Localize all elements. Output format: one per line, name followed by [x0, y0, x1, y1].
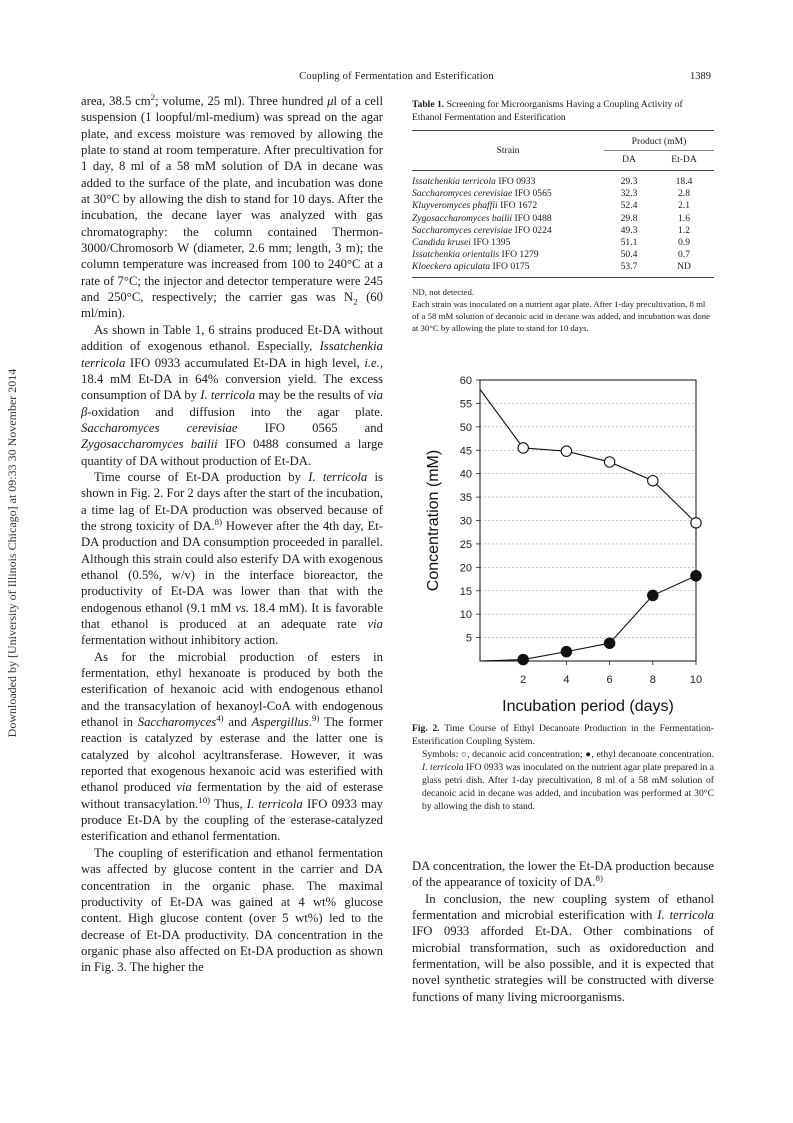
y-tick-label: 30: [459, 515, 472, 528]
y-tick-label: 15: [459, 585, 472, 598]
y-tick-label: 25: [459, 538, 472, 551]
strain-name: Candida krusei: [412, 236, 471, 248]
etda-cell: 1.2: [678, 224, 690, 236]
ethyl-decanoate-point: [648, 590, 658, 600]
x-tick-label: 4: [563, 674, 570, 686]
time-course-chart: [412, 368, 712, 718]
ethyl-decanoate-point: [604, 638, 614, 648]
strain-ifo: IFO 0175: [490, 261, 530, 273]
table-notes: [412, 286, 714, 334]
table-row: [412, 224, 714, 236]
strain-ifo: IFO 0565: [512, 188, 552, 200]
right-column-paragraph: DA concentration, the lower the Et-DA production because of the appearance of toxicity of DA.$^{8)}$: [412, 859, 714, 890]
decanoic-acid-point: [518, 443, 528, 453]
ethyl-decanoate-point: [561, 646, 571, 656]
decanoic-acid-point: [561, 446, 571, 456]
etda-cell: 2.1: [678, 200, 690, 212]
da-cell: 32.3: [620, 188, 638, 200]
strain-ifo: IFO 1672: [497, 200, 538, 212]
y-tick-label: 20: [459, 562, 472, 575]
strain-cell: [412, 249, 604, 261]
etda-cell: 18.4: [654, 171, 714, 188]
strain-name: Kloeckera apiculata: [412, 261, 491, 273]
x-axis-label: Incubation period (days): [502, 698, 674, 715]
table-row: [412, 200, 714, 212]
table-row: [412, 249, 714, 261]
left-column-paragraph: area, 38.5 $cm^2$; volume, 25 ml). Three hundred μl of a cell suspension (1 loopful/ml-medium) was spread on the agar plate, and excess moisture was removed by allowing the plate to stand at room temperature. After precultivation for 1 day, 8 ml of a 58 mM solution of DA in decane was added to the surface of the plate, and incubation was done at 30°C by allowing the dish to stand for 10 days. After the incubation, the decane layer was analyzed with gas chromatography: the column contained Thermon-3000/Chromosorb W (diameter, 2.6 mm; length, 3 m); the column temperature was increased from 100 to 240°C at a rate of 7°C; the injector and detector temperature were 245 and 250°C, respectively; the carrier gas was $N_2$ (60 ml/min).: [81, 91, 383, 321]
y-tick-label: 35: [459, 492, 472, 505]
strain-ifo: IFO 0488: [512, 212, 552, 224]
ethyl-decanoate-line: [480, 576, 696, 661]
screening-table: [412, 130, 714, 278]
strain-name: Issatchenkia terricola: [412, 176, 496, 187]
figure-caption-title: [412, 722, 714, 748]
download-stamp: Downloaded by [University of Illinois Chicago] at 09:33 30 November 2014: [5, 368, 19, 738]
da-cell: 51.1: [620, 236, 638, 248]
y-axis-label: Concentration (mM): [425, 449, 442, 592]
strain-cell: [412, 188, 604, 200]
strain-ifo: IFO 0224: [512, 224, 552, 236]
table-caption: [412, 98, 714, 124]
table-caption-text: Screening for Microorganisms Having a Coupling Activity of Ethanol Fermentation and Esterification: [412, 99, 683, 123]
strain-ifo: IFO 0933: [495, 176, 536, 187]
right-column-paragraph: In conclusion, the new coupling system of ethanol fermentation and microbial esterification with I. terricola IFO 0933 afforded Et-DA. Other combinations of microbial transformation, such as oxidoreduction and fermentation, will be also possible, and it is expected that novel synthetic strategies will be constructed with diverse functions of many living microorganisms.: [412, 891, 714, 1004]
x-tick-label: 2: [520, 674, 527, 686]
da-cell: 53.7: [604, 261, 654, 278]
running-head: Coupling of Fermentation and Esterification: [299, 71, 494, 82]
etda-cell: ND: [654, 261, 714, 278]
left-column-paragraph: Time course of Et-DA production by I. terricola is shown in Fig. 2. For 2 days after the start of the incubation, a time lag of Et-DA production was observed because of the strong toxicity of DA.$^{8)}$ However after the 4th day, Et-DA production and DA consumption proceeded in parallel. Although this strain could also esterify DA with exogenous ethanol (0.5%, w/v) in the interface bioreactor, the productivity of Et-DA was lower than that with the endogenous ethanol (9.1 mM vs. 18.4 mM). It is favorable that ethanol is produced at an adequate rate via fermentation without inhibitory action.: [81, 469, 383, 648]
strain-ifo: IFO 1395: [470, 236, 511, 248]
strain-name: Kluyveromyces phaffii: [412, 200, 498, 212]
table-row: [412, 261, 714, 278]
left-column-paragraph: The coupling of esterification and ethanol fermentation was affected by glucose content in the carrier and DA concentration in the organic phase. The maximal productivity of Et-DA was gained at 4 wt% glucose content. High glucose content (over 5 wt%) led to the decrease of Et-DA productivity. DA concentration in the organic phase also affected on Et-DA production as shown in Fig. 3. The higher the: [81, 845, 383, 975]
x-tick-label: 10: [689, 674, 703, 686]
table-1: [412, 98, 714, 334]
header-product: Product (mM): [604, 131, 714, 151]
strain-cell: [412, 171, 604, 188]
decanoic-acid-point: [691, 518, 701, 528]
da-cell: 29.3: [604, 171, 654, 188]
strain-name: Issatchenkia orientalis: [412, 249, 500, 261]
strain-cell: [412, 200, 604, 212]
header-da: DA: [604, 151, 654, 171]
table-row: [412, 236, 714, 248]
decanoic-acid-point: [648, 475, 658, 485]
figure-label: Fig. 2.: [412, 723, 440, 734]
y-tick-label: 60: [459, 375, 472, 387]
table-row: [412, 188, 714, 200]
etda-cell: 0.7: [678, 249, 690, 261]
figure-caption: [412, 722, 714, 813]
da-cell: 50.4: [620, 249, 638, 261]
strain-name: Zygosaccharomyces bailii: [412, 212, 513, 224]
y-tick-label: 55: [459, 398, 472, 411]
page-number: 1389: [690, 71, 711, 82]
strain-cell: [412, 236, 604, 248]
etda-cell: 2.8: [678, 188, 690, 200]
da-cell: 29.8: [620, 212, 638, 224]
left-column-paragraph: As for the microbial production of esters in fermentation, ethyl hexanoate is produced by both the esterification of hexanoic acid with endogenous ethanol and the transacylation of hexanoyl-CoA with endogenous ethanol in Saccharomyces$^{4)}$ and Aspergillus.$^{9)}$ The former reaction is catalyzed by esterase and the latter one is catalyzed by alcohol acyltransferase. However, it was reported that exogenous hexanoic acid was esterified with ethanol produced via fermentation by the aid of esterase without transacylation.$^{10)}$ Thus, I. terricola IFO 0933 may produce Et-DA by the coupling of the esterase-catalyzed esterification and ethanol fermentation.: [81, 649, 383, 844]
da-cell: 49.3: [620, 224, 638, 236]
table-note-nd: ND, not detected.: [412, 287, 475, 298]
figure-2: [412, 368, 712, 718]
figure-symbols: Symbols: ○, decanoic acid concentration; ●, ethyl decanoate concentration. I. terricola IFO 0933 was inoculated on the nutrient agar plate prepared in a glass petri dish. After 1-day precultivation, 8 ml of a 58 mM solution of decanoic acid in decane was added, and incubation was performed at 30°C by allowing the dish to stand.: [422, 749, 714, 812]
y-tick-label: 40: [459, 468, 472, 481]
strain-cell: [412, 212, 604, 224]
header-etda: Et-DA: [654, 151, 714, 171]
etda-cell: 0.9: [678, 236, 690, 248]
ethyl-decanoate-point: [691, 571, 701, 581]
decanoic-acid-line: [480, 389, 696, 522]
strain-ifo: IFO 1279: [499, 249, 539, 261]
da-cell: 52.4: [620, 200, 638, 212]
table-note-method: Each strain was inoculated on a nutrient agar plate. After 1-day precultivation, 8 ml of a 58 mM solution of decanoic acid in decane was added, and incubation was done at 30°C by allowing the plate to stand for 10 days.: [412, 299, 711, 334]
y-tick-label: 45: [459, 445, 472, 458]
etda-cell: 1.6: [678, 212, 690, 224]
table-label: Table 1.: [412, 99, 445, 110]
x-tick-label: 6: [606, 674, 613, 686]
left-column-paragraph: As shown in Table 1, 6 strains produced Et-DA without addition of exogenous ethanol. Especially, Issatchenkia terricola IFO 0933 accumulated Et-DA in high level, i.e., 18.4 mM Et-DA in 64% conversion yield. The excess consumption of DA by I. terricola may be the results of via β-oxidation and diffusion into the agar plate. Saccharomyces cerevisiae IFO 0565 and Zygosaccharomyces bailii IFO 0488 consumed a large quantity of DA without production of Et-DA.: [81, 322, 383, 468]
table-row: [412, 171, 714, 188]
y-tick-label: 5: [465, 632, 472, 645]
left-column: [81, 93, 383, 976]
decanoic-acid-point: [604, 457, 614, 467]
strain-cell: [412, 224, 604, 236]
right-column: [412, 858, 714, 1005]
table-row: [412, 212, 714, 224]
strain-name: Saccharomyces cerevisiae: [412, 224, 513, 236]
ethyl-decanoate-point: [518, 654, 528, 664]
x-tick-label: 8: [649, 674, 656, 686]
figure-title: Time Course of Ethyl Decanoate Production in the Fermentation-Esterification Coupling System.: [412, 723, 714, 747]
strain-cell: [412, 261, 604, 278]
y-tick-label: 50: [459, 421, 472, 434]
y-tick-label: 10: [459, 609, 472, 622]
header-strain: Strain: [412, 131, 604, 171]
strain-name: Saccharomyces cerevisiae: [412, 188, 513, 200]
